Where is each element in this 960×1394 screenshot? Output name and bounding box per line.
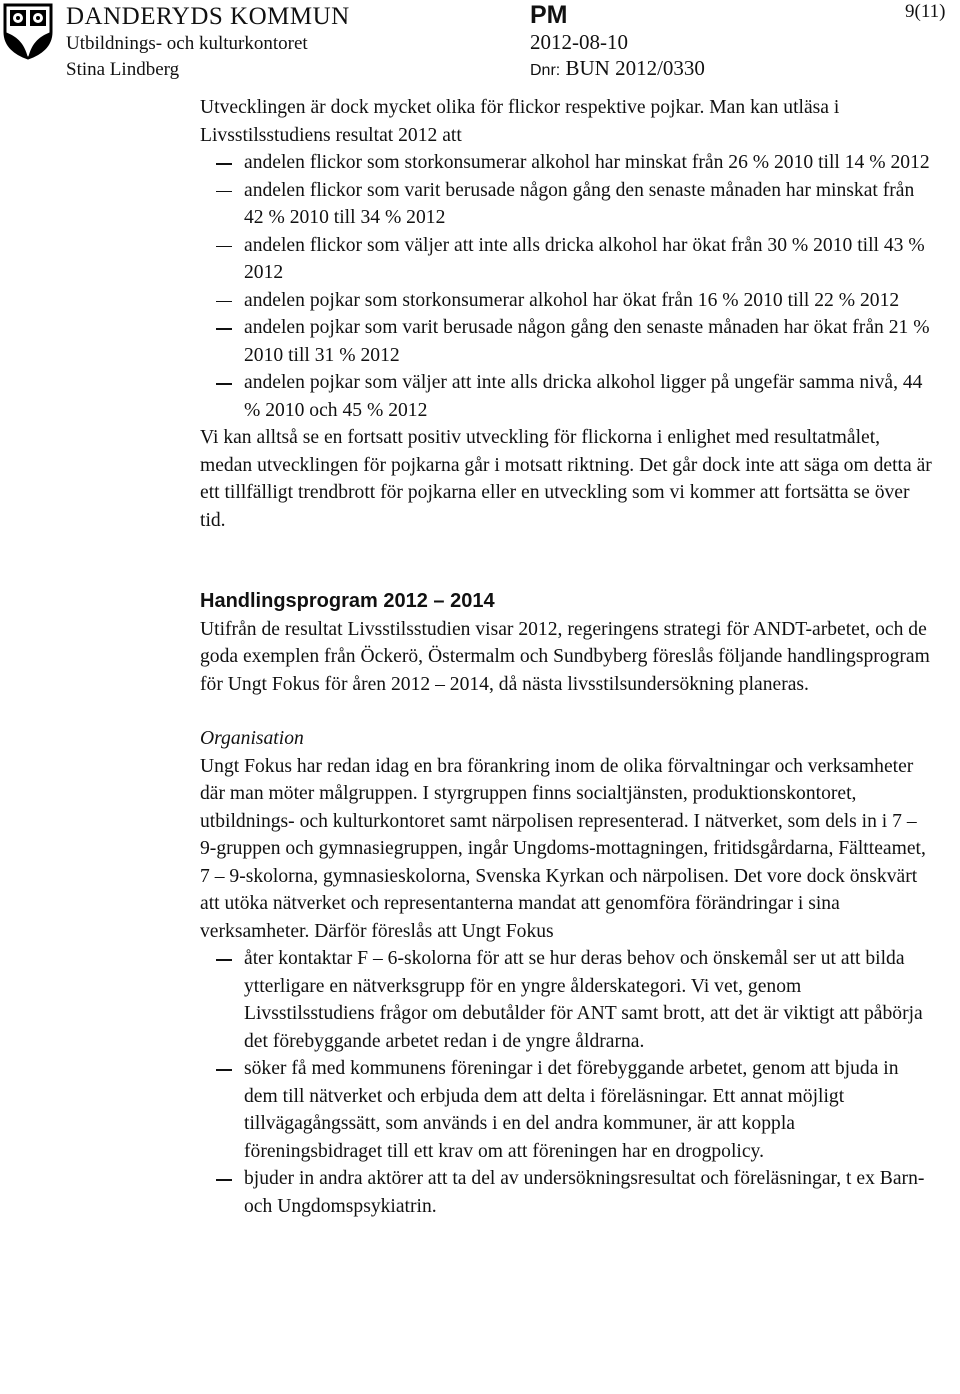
list-item: andelen flickor som väljer att inte alls dricka alkohol har ökat från 30 % 2010 till 43 % 2012 [200,232,935,287]
list-item: åter kontaktar F – 6-skolorna för att se hur deras behov och önskemål ser ut att bilda ytterligare en nätverksgrupp för en yngre ålderskategori. Vi vet, genom Livsstilsstudiens frågor om debutålder för ANT samt brott, att det är viktigt att påbörja det förebyggande arbetet redan i de yngre åldrarna. [200,945,935,1055]
page-number: 9(11) [905,1,946,22]
document-date: 2012-08-10 [530,30,628,54]
registration-number-value: BUN 2012/0330 [565,56,705,80]
document-body [200,94,935,1220]
list-item: andelen pojkar som väljer att inte alls dricka alkohol ligger på ungefär samma nivå, 44 % 2010 och 45 % 2012 [200,369,935,424]
list-item: bjuder in andra aktörer att ta del av undersökningsresultat och föreläsningar, t ex Barn- och Ungdomspsykiatrin. [200,1165,935,1220]
dash-bullet-icon [216,301,232,303]
author-name: Stina Lindberg [66,59,180,80]
list-item: andelen pojkar som varit berusade någon gång den senaste månaden har ökat från 21 % 2010 till 31 % 2012 [200,314,935,369]
document-type: PM [530,1,568,29]
subsection-heading: Organisation [200,728,304,749]
section-heading: Handlingsprogram 2012 – 2014 [200,590,495,612]
department-name: Utbildnings- och kulturkontoret [66,33,308,54]
program-paragraph: Utifrån de resultat Livsstilsstudien visar 2012, regeringens strategi för ANDT-arbetet, och de goda exemplen från Öckerö, Östermalm och Sundbyberg föreslås följande handlingsprogram för Ungt Fokus för åren 2012 – 2014, då nästa livsstilsundersökning planeras. [200,618,930,695]
registration-number [530,58,705,79]
conclusion-paragraph: Vi kan alltså se en fortsatt positiv utveckling för flickorna i enlighet med resultatmålet, medan utvecklingen för pojkarna går i motsatt riktning. Det går dock inte att säga om detta är ett tillfälligt trendbrott för pojkarna eller en utveckling som vi kommer att fortsätta se över tid. [200,427,932,531]
dash-bullet-icon [216,383,232,385]
coat-of-arms-logo-icon [2,2,54,60]
results-list [200,149,935,424]
list-item: andelen flickor som varit berusade någon gång den senaste månaden har minskat från 42 % 2010 till 34 % 2012 [200,177,935,232]
proposal-list [200,945,935,1220]
organization-name: DANDERYDS KOMMUN [66,3,350,30]
registration-number-label: Dnr: [530,62,561,79]
dash-bullet-icon [216,191,232,193]
dash-bullet-icon [216,1179,232,1181]
dash-bullet-icon [216,246,232,248]
dash-bullet-icon [216,163,232,165]
dash-bullet-icon [216,959,232,961]
list-item: söker få med kommunens föreningar i det förebyggande arbetet, genom att bjuda in dem till nätverket och erbjuda dem att delta i föreläsningar. Ett annat möjligt tillvägagångssätt, som används i en del andra kommuner, är att koppla föreningsbidraget till ett krav om att föreningen har en drogpolicy. [200,1055,935,1165]
organisation-paragraph: Ungt Fokus har redan idag en bra förankring inom de olika förvaltningar och verksamheter där man möter målgruppen. I styrgruppen finns socialtjänsten, produktionskontoret, utbildnings- och kulturkontoret samt närpolisen representerad. I nätverket, som dels in i 7 – 9-gruppen och gymnasiegruppen, ingår Ungdoms-mottagningen, fritidsgårdarna, Fältteamet, 7 – 9-skolorna, gymnasieskolorna, Svenska Kyrkan och närpolisen. Det vore dock önskvärt att utöka nätverket och representanterna mandat att genomföra förändringar i sina verksamheter. Därför föreslås att Ungt Fokus [200,755,926,942]
dash-bullet-icon [216,328,232,330]
list-item: andelen flickor som storkonsumerar alkohol har minskat från 26 % 2010 till 14 % 2012 [200,149,935,177]
dash-bullet-icon [216,1069,232,1071]
intro-paragraph: Utvecklingen är dock mycket olika för flickor respektive pojkar. Man kan utläsa i Livsstilsstudiens resultat 2012 att [200,97,840,146]
list-item: andelen pojkar som storkonsumerar alkohol har ökat från 16 % 2010 till 22 % 2012 [200,287,935,315]
